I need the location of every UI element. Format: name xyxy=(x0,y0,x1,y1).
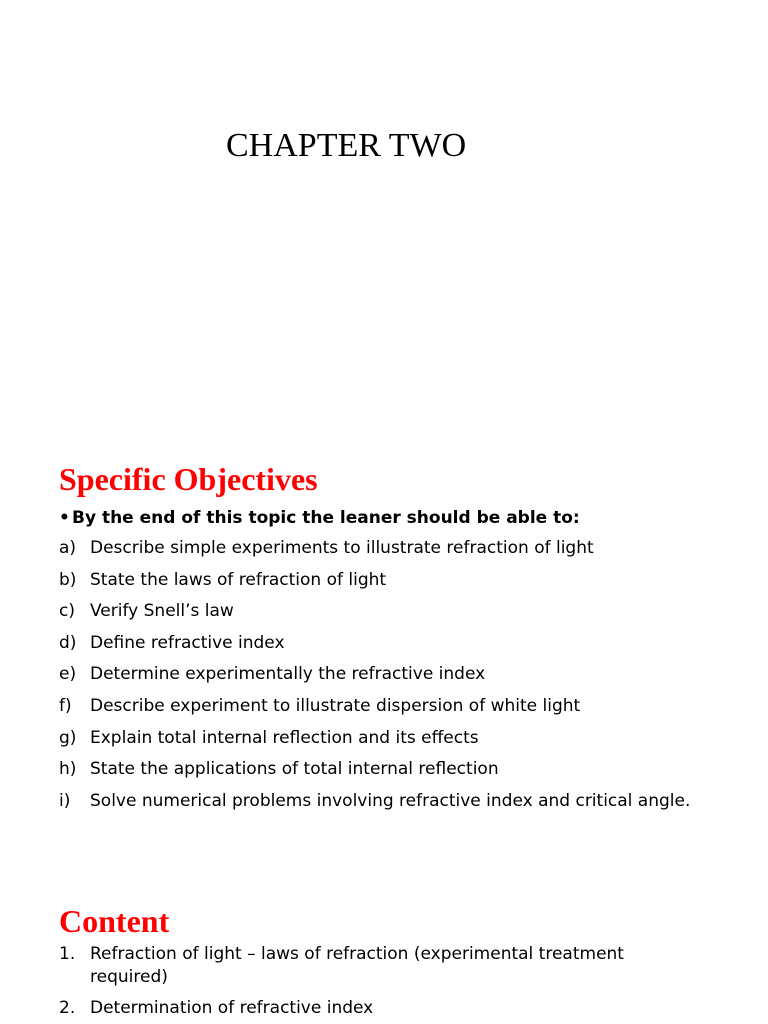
objective-item xyxy=(59,599,739,631)
list-marker: a) xyxy=(59,538,77,558)
objective-text: Solve numerical problems involving refractive index and critical angle. xyxy=(90,790,691,811)
objective-text: Describe experiment to illustrate dispersion of white light xyxy=(90,695,581,716)
content-heading: Content xyxy=(59,903,170,939)
objective-item xyxy=(59,631,739,663)
list-marker: i) xyxy=(59,790,71,811)
objective-item xyxy=(59,694,739,726)
bullet-icon: • xyxy=(59,508,70,528)
content-list xyxy=(59,943,739,1024)
objectives-intro xyxy=(59,506,580,530)
objective-text: State the applications of total internal reflection xyxy=(90,759,499,780)
list-marker: d) xyxy=(59,632,77,653)
objective-item xyxy=(59,789,739,821)
content-text: Refraction of light – laws of refraction (experimental treatment required) xyxy=(90,944,624,987)
objectives-heading: Specific Objectives xyxy=(59,461,318,497)
objective-text: Define refractive index xyxy=(90,632,285,653)
objective-text: Determine experimentally the refractive index xyxy=(90,664,486,685)
list-marker: g) xyxy=(59,727,77,748)
list-marker: 1. xyxy=(59,944,76,964)
list-marker: f) xyxy=(59,695,72,716)
objectives-intro-text: By the end of this topic the leaner should be able to: xyxy=(72,508,580,528)
objective-item xyxy=(59,726,739,758)
objective-text: Verify Snell’s law xyxy=(90,601,234,622)
list-marker: h) xyxy=(59,759,77,780)
content-item xyxy=(59,997,739,1020)
list-marker: e) xyxy=(59,664,77,685)
objective-text: State the laws of refraction of light xyxy=(90,569,387,590)
objective-item xyxy=(59,568,739,600)
list-marker: 2. xyxy=(59,998,76,1018)
objective-text: Explain total internal reflection and its effects xyxy=(90,727,479,748)
objective-item xyxy=(59,662,739,694)
list-marker: b) xyxy=(59,569,77,590)
objectives-list xyxy=(59,536,739,820)
list-marker: c) xyxy=(59,601,75,622)
content-item xyxy=(59,943,739,989)
chapter-title: CHAPTER TWO xyxy=(226,127,467,164)
content-text: Determination of refractive index xyxy=(90,998,374,1018)
objective-text: Describe simple experiments to illustrate refraction of light xyxy=(90,538,594,558)
objective-item xyxy=(59,757,739,789)
objective-item xyxy=(59,536,739,568)
